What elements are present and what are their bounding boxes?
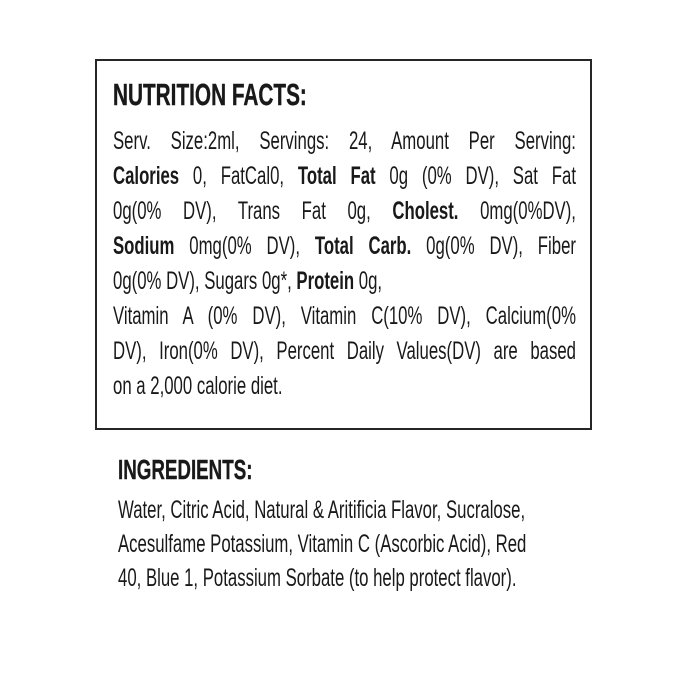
nutrition-line-segment: 0g(0% DV), Sugars 0g*, xyxy=(113,267,297,295)
nutrition-line-segment: Protein xyxy=(296,267,355,295)
nutrition-line-segment: 0mg(0% DV), xyxy=(174,232,315,260)
ingredients-heading: INGREDIENTS: xyxy=(118,454,253,485)
nutrition-line-segment: Serv. Size:2ml, Servings: 24, Amount Per Serving: xyxy=(113,127,576,155)
nutrition-line-segment: Total Carb. xyxy=(314,232,412,260)
nutrition-line xyxy=(113,229,576,264)
nutrition-line-segment: 0mg(0%DV), xyxy=(458,197,576,225)
ingredients-line: Water, Citric Acid, Natural & Aritificia Flavor, Sucralose, xyxy=(118,496,526,524)
nutrition-line xyxy=(113,194,576,229)
nutrition-line xyxy=(113,124,576,159)
nutrition-line-segment: 0g(0% DV), Trans Fat 0g, xyxy=(113,197,393,225)
ingredients-line: 40, Blue 1, Potassium Sorbate (to help protect flavor). xyxy=(118,564,517,592)
nutrition-line-segment: 0g(0% DV), Fiber xyxy=(411,232,576,260)
nutrition-line-segment: on a 2,000 calorie diet. xyxy=(113,372,283,400)
nutrition-line-segment: Cholest. xyxy=(392,197,459,225)
nutrition-line xyxy=(113,264,576,299)
nutrition-facts-content xyxy=(113,77,576,404)
ingredients-line: Acesulfame Potassium, Vitamin C (Ascorbic Acid), Red xyxy=(118,530,527,558)
nutrition-line xyxy=(113,159,576,194)
nutrition-facts-panel xyxy=(95,59,592,430)
ingredients-section xyxy=(118,455,679,595)
nutrition-line-segment: Total Fat xyxy=(297,162,376,190)
nutrition-facts-heading: NUTRITION FACTS: xyxy=(113,77,307,112)
nutrition-line-segment: Vitamin A (0% DV), Vitamin C(10% DV), Calcium(0% xyxy=(113,302,576,330)
ingredients-content xyxy=(118,455,580,595)
nutrition-line xyxy=(113,299,576,334)
nutrition-line-segment: 0g (0% DV), Sat Fat xyxy=(375,162,576,190)
nutrition-line xyxy=(113,334,576,369)
nutrition-line-segment: Calories xyxy=(113,162,180,190)
nutrition-line xyxy=(113,369,576,404)
nutrition-line-segment: Sodium xyxy=(113,232,175,260)
nutrition-line-segment: DV), Iron(0% DV), Percent Daily Values(DV) are based xyxy=(113,337,576,365)
nutrition-line-segment: 0g, xyxy=(354,267,383,295)
nutrition-line-segment: 0, FatCal0, xyxy=(179,162,298,190)
